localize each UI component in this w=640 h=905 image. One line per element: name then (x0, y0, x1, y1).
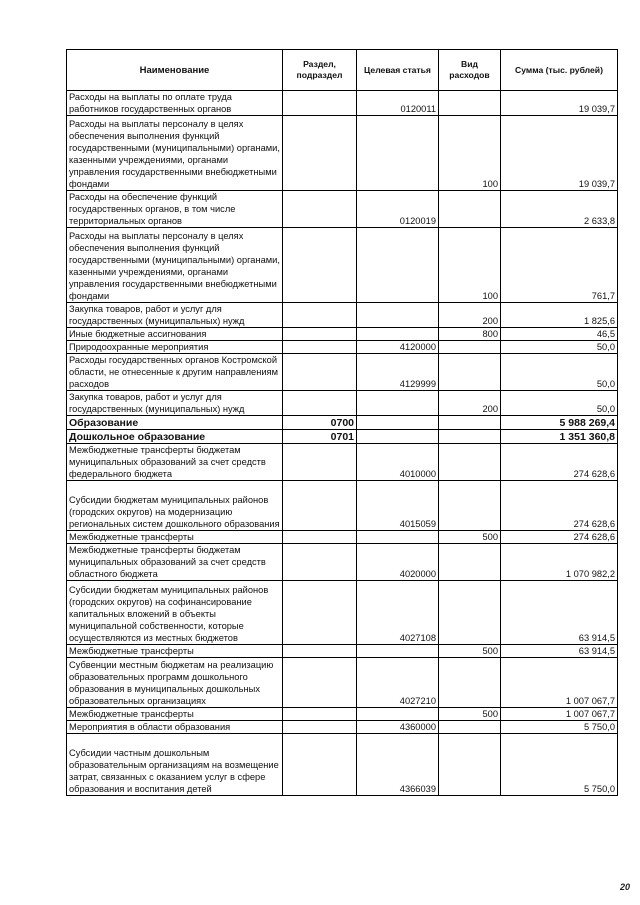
row-section (283, 658, 357, 708)
row-name: Субвенции местным бюджетам на реализацию образовательных программ дошкольного образования в муниципальных дошкольных образовательных организациях (67, 658, 283, 708)
row-kind (439, 721, 501, 734)
row-sum: 274 628,6 (501, 444, 618, 481)
row-sum: 50,0 (501, 391, 618, 416)
row-name: Межбюджетные трансферты (67, 531, 283, 544)
table-row (67, 531, 618, 544)
row-article: 4360000 (357, 721, 439, 734)
table-row (67, 303, 618, 328)
row-article: 4129999 (357, 354, 439, 391)
row-sum: 50,0 (501, 341, 618, 354)
row-section (283, 354, 357, 391)
row-sum: 761,7 (501, 228, 618, 303)
row-name: Дошкольное образование (67, 430, 283, 444)
row-kind (439, 734, 501, 796)
row-kind: 100 (439, 116, 501, 191)
row-kind (439, 581, 501, 645)
row-section (283, 708, 357, 721)
row-section (283, 191, 357, 228)
header-sum: Сумма (тыс. рублей) (501, 50, 618, 91)
row-article: 0120019 (357, 191, 439, 228)
row-section (283, 341, 357, 354)
row-kind (439, 341, 501, 354)
header-name: Наименование (67, 50, 283, 91)
row-section (283, 391, 357, 416)
table-row (67, 734, 618, 796)
row-section (283, 328, 357, 341)
row-name: Закупка товаров, работ и услуг для государственных (муниципальных) нужд (67, 303, 283, 328)
row-article (357, 708, 439, 721)
row-section (283, 531, 357, 544)
row-kind (439, 191, 501, 228)
row-article: 4120000 (357, 341, 439, 354)
row-kind: 800 (439, 328, 501, 341)
row-article: 4020000 (357, 544, 439, 581)
row-name: Субсидии бюджетам муниципальных районов (городских округов) на софинансирование капитальных вложений в объекты муниципальной собственности, которые осуществляются из местных бюджетов (67, 581, 283, 645)
row-kind (439, 481, 501, 531)
table-row (67, 444, 618, 481)
table-row (67, 191, 618, 228)
row-article (357, 645, 439, 658)
row-section (283, 303, 357, 328)
row-section (283, 544, 357, 581)
table-row (67, 481, 618, 531)
row-name: Расходы на выплаты по оплате труда работников государственных органов (67, 91, 283, 116)
row-article: 4015059 (357, 481, 439, 531)
row-sum: 50,0 (501, 354, 618, 391)
row-kind: 200 (439, 391, 501, 416)
row-section: 0700 (283, 416, 357, 430)
row-section (283, 581, 357, 645)
table-row (67, 430, 618, 444)
row-article (357, 531, 439, 544)
page-mark: 20 (620, 882, 631, 892)
row-sum: 5 988 269,4 (501, 416, 618, 430)
row-name: Закупка товаров, работ и услуг для государственных (муниципальных) нужд (67, 391, 283, 416)
row-name: Иные бюджетные ассигнования (67, 328, 283, 341)
row-article (357, 430, 439, 444)
row-kind (439, 658, 501, 708)
row-kind: 500 (439, 708, 501, 721)
row-section (283, 734, 357, 796)
row-article (357, 228, 439, 303)
row-kind: 500 (439, 531, 501, 544)
row-name: Мероприятия в области образования (67, 721, 283, 734)
row-article (357, 328, 439, 341)
row-section (283, 444, 357, 481)
table-body (67, 91, 618, 796)
table-row (67, 228, 618, 303)
table-row (67, 544, 618, 581)
row-name: Образование (67, 416, 283, 430)
row-article (357, 416, 439, 430)
row-article: 0120011 (357, 91, 439, 116)
row-sum: 63 914,5 (501, 645, 618, 658)
row-sum: 274 628,6 (501, 531, 618, 544)
row-sum: 2 633,8 (501, 191, 618, 228)
table-row (67, 391, 618, 416)
row-sum: 63 914,5 (501, 581, 618, 645)
table-row (67, 581, 618, 645)
row-sum: 5 750,0 (501, 721, 618, 734)
row-sum: 19 039,7 (501, 116, 618, 191)
row-kind (439, 91, 501, 116)
row-sum: 1 007 067,7 (501, 658, 618, 708)
row-sum: 1 351 360,8 (501, 430, 618, 444)
row-section (283, 645, 357, 658)
row-article: 4366039 (357, 734, 439, 796)
row-sum: 1 070 982,2 (501, 544, 618, 581)
row-article (357, 391, 439, 416)
table-header-row (67, 50, 618, 91)
table-row (67, 354, 618, 391)
row-section (283, 721, 357, 734)
row-sum: 46,5 (501, 328, 618, 341)
table-row (67, 341, 618, 354)
row-name: Расходы государственных органов Костромской области, не отнесенные к другим направлениям расходов (67, 354, 283, 391)
row-kind: 100 (439, 228, 501, 303)
row-kind: 200 (439, 303, 501, 328)
header-article: Целевая статья (357, 50, 439, 91)
row-kind (439, 544, 501, 581)
row-sum: 1 825,6 (501, 303, 618, 328)
row-kind (439, 416, 501, 430)
row-kind (439, 430, 501, 444)
budget-table (66, 49, 618, 796)
row-article: 4010000 (357, 444, 439, 481)
row-article: 4027210 (357, 658, 439, 708)
row-section: 0701 (283, 430, 357, 444)
table-row (67, 116, 618, 191)
row-sum: 19 039,7 (501, 91, 618, 116)
table-row (67, 645, 618, 658)
row-name: Межбюджетные трансферты бюджетам муниципальных образований за счет средств федерального бюджета (67, 444, 283, 481)
row-article: 4027108 (357, 581, 439, 645)
row-name: Межбюджетные трансферты (67, 708, 283, 721)
table-row (67, 708, 618, 721)
row-kind (439, 444, 501, 481)
row-name: Межбюджетные трансферты бюджетам муниципальных образований за счет средств областного бюджета (67, 544, 283, 581)
row-kind: 500 (439, 645, 501, 658)
row-sum: 1 007 067,7 (501, 708, 618, 721)
table-row (67, 91, 618, 116)
table-row (67, 328, 618, 341)
row-sum: 5 750,0 (501, 734, 618, 796)
row-kind (439, 354, 501, 391)
row-name: Расходы на выплаты персоналу в целях обеспечения выполнения функций государственными (муниципальными) органами, казенными учреждениями, органами управления государственными внебюджетными фондами (67, 228, 283, 303)
row-article (357, 303, 439, 328)
row-section (283, 228, 357, 303)
table-row (67, 658, 618, 708)
row-name: Межбюджетные трансферты (67, 645, 283, 658)
table-row (67, 721, 618, 734)
row-article (357, 116, 439, 191)
row-name: Расходы на обеспечение функций государственных органов, в том числе территориальных органов (67, 191, 283, 228)
row-section (283, 91, 357, 116)
row-name: Природоохранные мероприятия (67, 341, 283, 354)
header-kind: Вид расходов (439, 50, 501, 91)
row-name: Субсидии частным дошкольным образовательным организациям на возмещение затрат, связанных с оказанием услуг в сфере образования и воспитания детей (67, 734, 283, 796)
row-name: Субсидии бюджетам муниципальных районов (городских округов) на модернизацию региональных систем дошкольного образования (67, 481, 283, 531)
row-sum: 274 628,6 (501, 481, 618, 531)
row-section (283, 481, 357, 531)
header-section: Раздел, подраздел (283, 50, 357, 91)
table-row (67, 416, 618, 430)
row-name: Расходы на выплаты персоналу в целях обеспечения выполнения функций государственными (муниципальными) органами, казенными учреждениями, органами управления государственными внебюджетными фондами (67, 116, 283, 191)
row-section (283, 116, 357, 191)
